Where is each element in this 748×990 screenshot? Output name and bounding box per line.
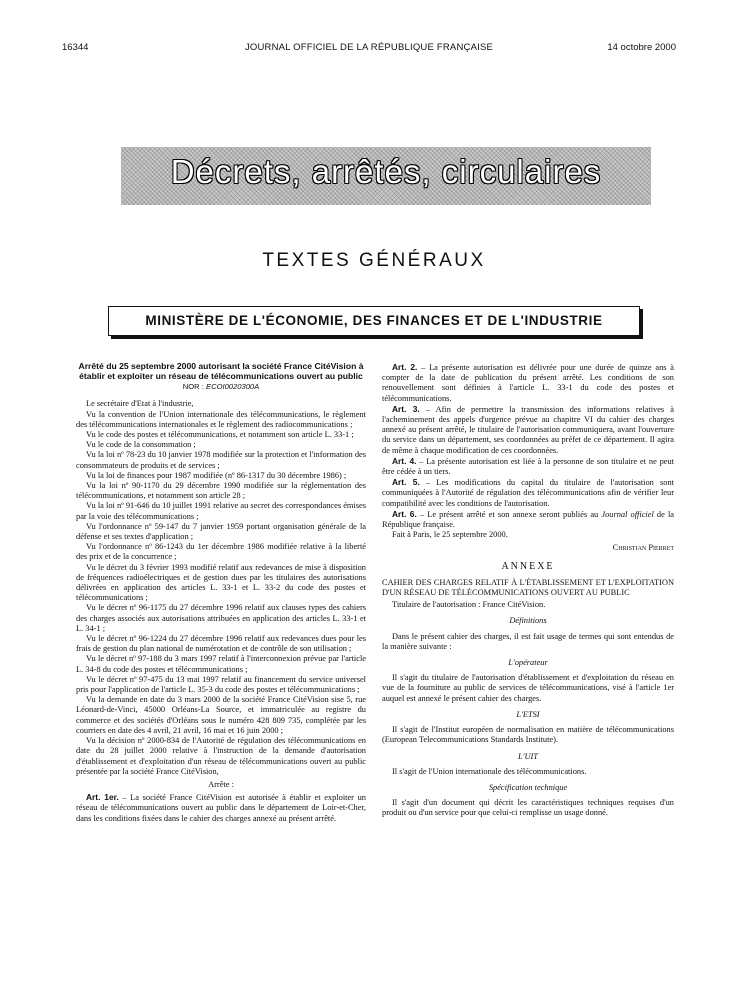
article-text: – Les modifications du capital du titulaire de l'autorisation sont communiquées à l'Autorité de régulation des télécommunications afin de vérifier leur compatibilité avec les conditions de l'autorisation. — [382, 478, 674, 508]
section-title: TEXTES GÉNÉRAUX — [262, 250, 486, 271]
left-column — [76, 362, 366, 824]
annexe-title: CAHIER DES CHARGES RELATIF À L'ÉTABLISSEMENT ET L'EXPLOITATION D'UN RÉSEAU DE TÉLÉCOMMUNICATIONS OUVERT AU PUBLIC — [382, 577, 674, 598]
paragraph: Le secrétaire d'Etat à l'industrie, — [86, 399, 194, 409]
paragraph: Il s'agit du titulaire de l'autorisation d'établissement et d'exploitation du réseau en vue de la fourniture au public de services de télécommunications, visé à l'article 1er auquel est annexé le présent cahier des charges. — [382, 673, 674, 703]
uit-heading: L'UIT — [518, 751, 538, 761]
paragraph: Vu le décret nº 96-1224 du 27 décembre 1996 relatif aux redevances dues pour les frais de gestion du plan national de numérotation et de contrôle de son utilisation ; — [76, 634, 366, 654]
article-3 — [382, 404, 674, 456]
banner-title: Décrets, arrêtés, circulaires — [170, 153, 602, 190]
definitions-heading: Définitions — [509, 616, 547, 626]
ministry-box: MINISTÈRE DE L'ÉCONOMIE, DES FINANCES ET DE L'INDUSTRIE — [108, 306, 640, 336]
paragraph: Vu la loi nº 78-23 du 10 janvier 1978 modifiée sur la protection et l'information des consommateurs de produits et de services ; — [76, 450, 366, 470]
paragraph: Il s'agit de l'Union internationale des télécommunications. — [392, 766, 587, 776]
paragraph: Il s'agit de l'Institut européen de normalisation en matière de télécommunications (European Telecommunications Standards Institute). — [382, 725, 674, 745]
nor-label: NOR : — [182, 382, 204, 392]
article-label: Art. 2. — [392, 362, 418, 372]
operateur-heading: L'opérateur — [508, 658, 548, 668]
article-label: Art. 5. — [392, 477, 420, 488]
article-2 — [382, 362, 674, 404]
article-label: Art. 1er. — [86, 792, 119, 803]
paragraph: Vu la loi nº 90-1170 du 29 décembre 1990 modifiée sur la réglementation des télécommunications, et notamment son article 28 ; — [76, 481, 366, 501]
paragraph: Vu la demande en date du 3 mars 2000 de la société France CitéVision sise 5, rue Léonard-de-Vinci, 45000 Orléans-La Source, et immatriculée au registre du commerce et des sociétés d'Orléans sous le numéro 428 809 735, complétée par les courriers en date des 4 avril, 21 avril, 16 mai et 16 juin 2000 ; — [76, 695, 366, 735]
page-header — [62, 42, 676, 56]
annexe-heading: ANNEXE — [501, 560, 555, 572]
article-text: – La présente autorisation est délivrée pour une durée de quinze ans à compter de la date de publication du présent arrêté. Les conditions de son renouvellement sont définies à l'article L. 33-1 du code des postes et télécommunications. — [382, 363, 674, 403]
page-number: 16344 — [62, 42, 89, 53]
article-1 — [76, 792, 366, 824]
titulaire-line: Titulaire de l'autorisation : France CitéVision. — [392, 600, 546, 610]
paragraph: Vu la convention de l'Union internationale des télécommunications, le règlement des télécommunications internationales et le règlement des radiocommunications ; — [76, 409, 366, 429]
section-banner — [121, 147, 651, 205]
paragraph: Vu le code des postes et télécommunications, et notamment son article L. 33-1 ; — [86, 430, 354, 439]
article-label: Art. 4. — [392, 455, 417, 466]
paragraph: Dans le présent cahier des charges, il est fait usage de termes qui sont entendus de la manière suivante : — [382, 631, 674, 651]
decree-title: Arrêté du 25 septembre 2000 autorisant la société France CitéVision à établir et exploiter un réseau de télécommunications ouvert au public — [78, 361, 364, 381]
paragraph: Vu la loi nº 91-646 du 10 juillet 1991 relative au secret des correspondances émises par la voie des télécommunications ; — [76, 501, 366, 521]
article-text: de la République française. — [382, 509, 674, 530]
signature-place-date: Fait à Paris, le 25 septembre 2000. — [392, 530, 508, 540]
arrete-heading: Arrête : — [208, 779, 234, 789]
journal-officiel-ref: Journal officiel — [601, 509, 654, 519]
paragraph: Vu le décret nº 96-1175 du 27 décembre 1996 relatif aux clauses types des cahiers des charges associés aux autorisations attribuées en application des articles L. 33-1 et L. 34-1 ; — [76, 603, 366, 633]
paragraph: Vu la décision nº 2000-834 de l'Autorité de régulation des télécommunications en date du 28 juillet 2000 relative à l'instruction de la demande d'autorisation d'établissement et d'exploitation d'un réseau de télécommunications ouvert au public présentée par la société France CitéVision, — [76, 736, 366, 776]
paragraph: Vu le décret nº 97-188 du 3 mars 1997 relatif à l'interconnexion prévue par l'article L. 34-8 du code des postes et télécommunications ; — [76, 654, 366, 674]
article-5 — [382, 477, 674, 509]
paragraph: Vu l'ordonnance nº 59-147 du 7 janvier 1959 portant organisation générale de la défense et ses textes d'application ; — [76, 521, 366, 542]
article-text: – La société France CitéVision est autorisée à établir et exploiter un réseau de télécommunications ouvert au public dans le département de Loir-et-Cher, dans les conditions fixées dans le cahier des charges annexé au présent arrêté. — [76, 793, 366, 823]
article-text: – Le présent arrêté et son annexe seront publiés au — [416, 509, 602, 519]
journal-title: JOURNAL OFFICIEL DE LA RÉPUBLIQUE FRANÇAISE — [244, 42, 494, 53]
article-label: Art. 6. — [392, 508, 417, 519]
spec-heading: Spécification technique — [488, 782, 568, 792]
article-label: Art. 3. — [392, 403, 420, 414]
paragraph: Vu l'ordonnance nº 86-1243 du 1er décembre 1986 modifiée relative à la liberté des prix et de la concurrence ; — [76, 542, 366, 562]
paragraph: Vu le décret nº 97-475 du 13 mai 1997 relatif au financement du service universel pris pour l'application de l'article L. 35-3 du code des postes et télécommunications ; — [76, 674, 366, 695]
nor-reference — [76, 382, 366, 392]
signatory: Christian Pierret — [612, 543, 674, 553]
article-4 — [382, 456, 674, 477]
article-text: – La présente autorisation est liée à la personne de son titulaire et ne peut être cédée à un tiers. — [382, 456, 674, 477]
paragraph: Vu le code de la consommation ; — [86, 440, 196, 450]
publication-date: 14 octobre 2000 — [607, 42, 676, 53]
paragraph: Il s'agit d'un document qui décrit les caractéristiques techniques requises d'un produit ou d'un service pour que celui-ci remplisse un usage donné. — [382, 798, 674, 818]
etsi-heading: L'ETSI — [516, 709, 540, 719]
article-text: – Afin de permettre la transmission des informations relatives à l'acheminement des appels d'urgence prévue au chapitre VI du cahier des charges annexé au présent arrêté, le titulaire de l'autorisation communiquera, avant l'ouverture du service dans un département, ses coordonnées au préfet de ce département. Il agira de même à chaque modification de ces coordonnées. — [382, 404, 674, 455]
paragraph: Vu le décret du 3 février 1993 modifié relatif aux redevances de mise à disposition de fréquences radioélectriques et de gestion dues par les titulaires des autorisations délivrées en application des articles L. 33-1 et L. 33-2 du code des postes et télécommunications ; — [76, 562, 366, 603]
nor-code: ECOI0020300A — [206, 382, 260, 392]
right-column — [382, 362, 674, 819]
article-6 — [382, 509, 674, 530]
paragraph: Vu la loi de finances pour 1987 modifiée (nº 86-1317 du 30 décembre 1986) ; — [86, 470, 347, 480]
